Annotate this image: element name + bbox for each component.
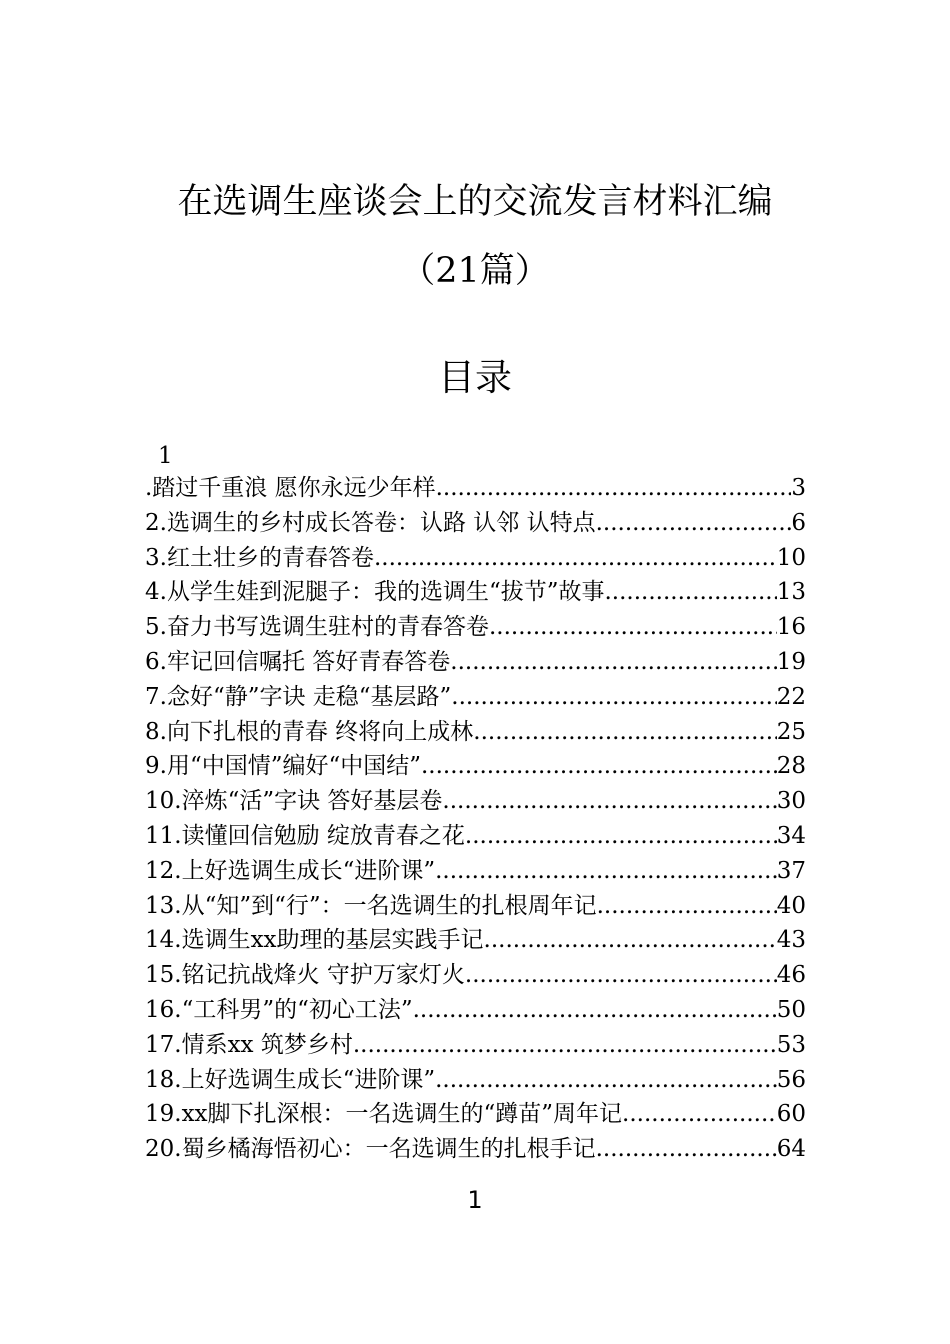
toc-entry[interactable] bbox=[145, 575, 806, 610]
toc-entry-page: 46 bbox=[776, 962, 806, 989]
toc-leader-dots bbox=[484, 923, 777, 958]
toc-leader-dots bbox=[436, 471, 792, 506]
toc-entry-title: 11.读懂回信勉励 绽放青春之花 bbox=[145, 822, 465, 849]
toc-entry-page: 19 bbox=[776, 648, 806, 675]
toc-entry-title: 14.选调生xx助理的基层实践手记 bbox=[145, 927, 484, 954]
toc-entry[interactable] bbox=[145, 749, 806, 784]
toc-entry[interactable] bbox=[145, 645, 806, 680]
toc-entry-title: 16.“工科男”的“初心工法” bbox=[145, 996, 413, 1023]
toc-first-number: 1 bbox=[158, 443, 173, 469]
toc-entry-title: 19.xx脚下扎深根：一名选调生的“蹲苗”周年记 bbox=[145, 1101, 623, 1128]
toc-entry-page: 50 bbox=[776, 996, 806, 1023]
toc-entry-page: 60 bbox=[776, 1101, 806, 1128]
toc-entry[interactable] bbox=[145, 923, 806, 958]
toc-entry-page: 28 bbox=[776, 753, 806, 780]
toc-entry-page: 34 bbox=[776, 822, 806, 849]
page-number: 1 bbox=[467, 1186, 483, 1214]
toc-entry-title: 9.用“中国情”编好“中国结” bbox=[145, 753, 421, 780]
toc-entry-page: 16 bbox=[776, 614, 806, 641]
toc-entry-title: 3.红土壮乡的青春答卷 bbox=[145, 544, 374, 571]
toc-entry-title: 13.从“知”到“行”：一名选调生的扎根周年记 bbox=[145, 892, 597, 919]
toc-leader-dots bbox=[353, 1028, 777, 1063]
toc-entry-title: 17.情系xx 筑梦乡村 bbox=[145, 1031, 353, 1058]
toc-entry-page: 53 bbox=[776, 1031, 806, 1058]
toc-entry-title: 6.牢记回信嘱托 答好青春答卷 bbox=[145, 648, 451, 675]
toc-entry[interactable] bbox=[145, 993, 806, 1028]
toc-entry-title: 10.淬炼“活”字诀 答好基层卷 bbox=[145, 788, 443, 815]
toc-leader-dots bbox=[421, 749, 777, 784]
toc-entry[interactable] bbox=[145, 506, 806, 541]
toc-leader-dots bbox=[374, 541, 777, 576]
toc-entry-page: 30 bbox=[776, 788, 806, 815]
toc-entry-title: 20.蜀乡橘海悟初心：一名选调生的扎根手记 bbox=[145, 1136, 596, 1163]
toc-entry-page: 13 bbox=[776, 579, 806, 606]
toc-entry[interactable] bbox=[145, 471, 806, 506]
toc-entry-title: 18.上好选调生成长“进阶课” bbox=[145, 1066, 436, 1093]
toc-leader-dots bbox=[442, 784, 776, 819]
toc-leader-dots bbox=[435, 854, 777, 889]
toc-entry[interactable] bbox=[145, 680, 806, 715]
toc-entry[interactable] bbox=[145, 610, 806, 645]
toc-leader-dots bbox=[596, 506, 792, 541]
toc-entry[interactable] bbox=[145, 854, 806, 889]
toc-entry[interactable] bbox=[145, 1132, 806, 1167]
toc-entry-page: 43 bbox=[776, 927, 806, 954]
toc-leader-dots bbox=[435, 1063, 777, 1098]
toc-leader-dots bbox=[473, 715, 776, 750]
toc-entry-title: 4.从学生娃到泥腿子：我的选调生“拔节”故事 bbox=[145, 579, 605, 606]
toc-entry[interactable] bbox=[145, 715, 806, 750]
toc-leader-dots bbox=[465, 958, 777, 993]
toc-entry-page: 25 bbox=[776, 718, 806, 745]
toc-leader-dots bbox=[596, 1132, 777, 1167]
toc-entry[interactable] bbox=[145, 1097, 806, 1132]
toc-entry-page: 56 bbox=[776, 1066, 806, 1093]
toc-entry-page: 37 bbox=[776, 857, 806, 884]
toc-leader-dots bbox=[451, 680, 776, 715]
toc-leader-dots bbox=[413, 993, 777, 1028]
toc-entry-page: 40 bbox=[776, 892, 806, 919]
toc-entry[interactable] bbox=[145, 958, 806, 993]
toc-entry[interactable] bbox=[145, 784, 806, 819]
toc-entry-page: 64 bbox=[776, 1136, 806, 1163]
toc-entry-page: 3 bbox=[791, 475, 806, 501]
toc-leader-dots bbox=[450, 645, 776, 680]
toc-entry[interactable] bbox=[145, 819, 806, 854]
toc-entry-page: 10 bbox=[776, 544, 806, 571]
toc-entry[interactable] bbox=[145, 1063, 806, 1098]
toc-leader-dots bbox=[604, 575, 776, 610]
toc-entry-page: 22 bbox=[776, 683, 806, 710]
toc-entry-title: 7.念好“静”字诀 走稳“基层路” bbox=[145, 683, 452, 710]
toc-entry-title: 5.奋力书写选调生驻村的青春答卷 bbox=[145, 614, 489, 641]
toc-entry-title: 12.上好选调生成长“进阶课” bbox=[145, 857, 436, 884]
toc-leader-dots bbox=[489, 610, 777, 645]
toc-entry[interactable] bbox=[145, 1028, 806, 1063]
toc-entry[interactable] bbox=[145, 889, 806, 924]
toc-leader-dots bbox=[465, 819, 777, 854]
table-of-contents bbox=[145, 441, 806, 1167]
toc-entry-title: 8.向下扎根的青春 终将向上成林 bbox=[145, 718, 474, 745]
document-subtitle: （21篇） bbox=[400, 251, 550, 291]
toc-heading: 目录 bbox=[438, 356, 512, 399]
toc-entry-title: 15.铭记抗战烽火 守护万家灯火 bbox=[145, 962, 465, 989]
toc-leader-dots bbox=[597, 889, 777, 924]
toc-leader-dots bbox=[622, 1097, 777, 1132]
toc-entry[interactable] bbox=[145, 541, 806, 576]
toc-entry-page: 6 bbox=[791, 509, 806, 536]
toc-entry-title: .踏过千重浪 愿你永远少年样 bbox=[145, 475, 436, 501]
toc-entry-title: 2.选调生的乡村成长答卷：认路 认邻 认特点 bbox=[145, 509, 596, 536]
document-title: 在选调生座谈会上的交流发言材料汇编 bbox=[177, 182, 773, 222]
